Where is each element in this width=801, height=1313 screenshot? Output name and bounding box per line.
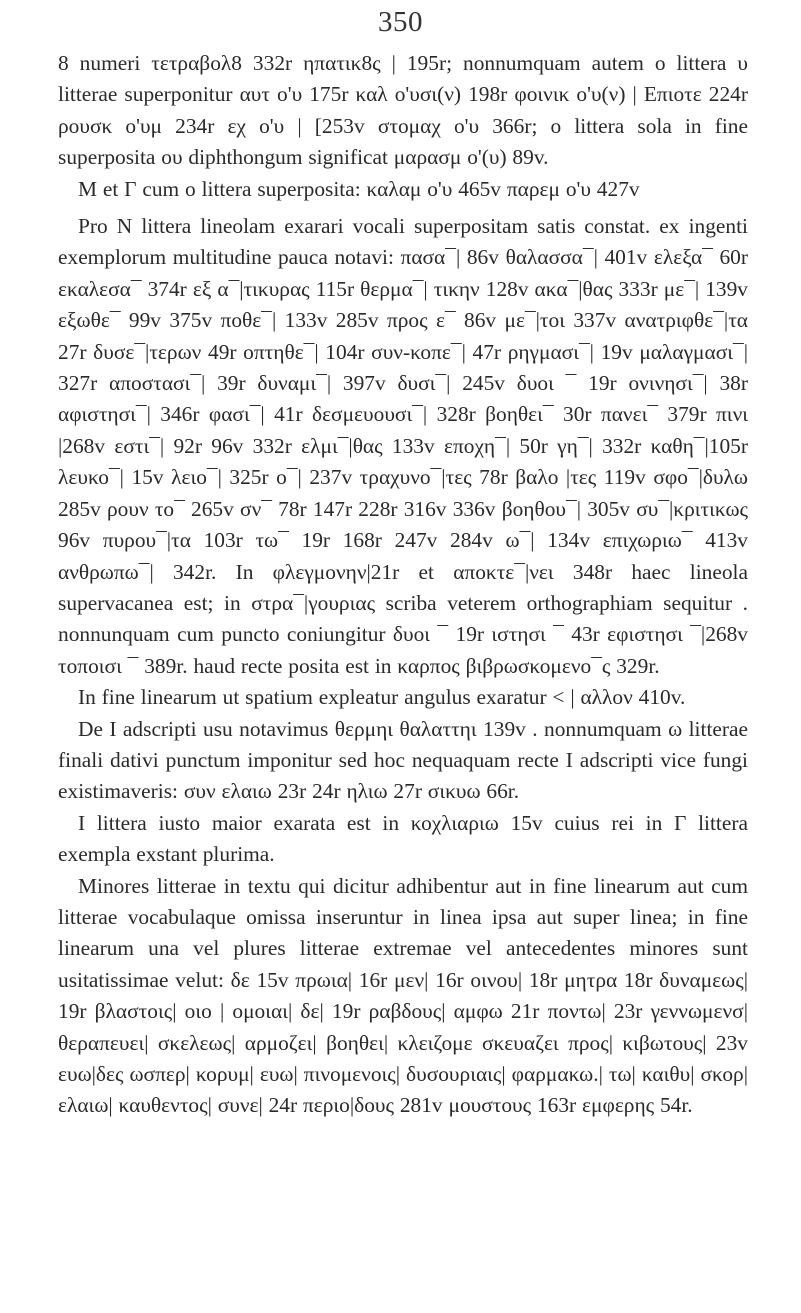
paragraph-pro-n: Pro N littera lineolam exarari vocali superpositam satis constat. ex ingenti exemplorum multitudine pauca notavi: πασα¯| 86v θαλασσα¯| 401v ελεξα¯ 60r εκαλεσα¯ 374r εξ α¯|τικυρας 115r θερμα¯| τικην 128v ακα¯|θας 333r με¯| 139v εξωθε¯ 99v 375v ποθε¯| 133v 285v προς ε¯ 86v με¯|τοι 337v ανατριφθε¯|τα 27r δυσε¯|τερων 49r οπτηθε¯| 104r συν-κοπε¯| 47r ρηγμασι¯| 19v μαλαγμασι¯| 327r αποστασι¯| 39r δυναμι¯| 397v δυσι¯| 245v δυοι ¯ 19r ονινησι¯| 38r αφιστησι¯| 346r φασι¯| 41r δεσμευουσι¯| 328r βοηθει¯ 30r πανει¯ 379r πινι |268v εστι¯| 92r 96v 332r ελμι¯|θας 133v εποχη¯| 50r γη¯| 332r καθη¯|105r λευκο¯| 15v λειο¯| 325r ο¯| 237v τραχυνο¯|τες 78r βαλο |τες 119v σφο¯|δυλω 285v ρουν το¯ 265v σν¯ 78r 147r 228r 316v 336v βοηθου¯| 305v συ¯|κριτικως 96v πυρου¯|τα 103r τω¯ 19r 168r 247v 284v ω¯| 134v επιχωριω¯ 413v ανθρωπω¯| 342r. In φλεγμονην|21r et αποκτε¯|νει 348r haec lineola supervacanea est; in στρα¯|γουριας scriba veterem orthographiam sequitur . nonnunquam cum puncto coniungitur δυοι ¯ 19r ιστησι ¯ 43r εφιστησι ¯|268v τοποισι ¯ 389r. haud recte posita est in καρπος βιβρωσκομενο¯ς 329r. [58,214,748,678]
body-text [58,48,748,1122]
paragraph-in-fine: In fine linearum ut spatium expleatur angulus exaratur < | αλλον 410v. [78,685,686,710]
page-number: 350 [378,6,423,38]
paragraph-i-adscripti: De I adscripti usu notavimus θερμηι θαλαττηι 139v . nonnumquam ω litterae finali dativi punctum imponitur sed hoc nequaquam recte I adscripti vice fungi existimaveris: συν ελαιω 23r 24r ηλιω 27r σικυω 66r. [58,716,748,804]
paragraph-i-littera: I littera iusto maior exarata est in κοχλιαριω 15v cuius rei in Γ littera exempla exstant plurima. [58,810,748,867]
paragraph-minores: Minores litterae in textu qui dicitur adhibentur aut in fine linearum aut cum litterae vocabulaque omissa inseruntur in linea ipsa aut super linea; in fine linearum una vel plures litterae extremae vel antecedentes minores sunt usitatissimae velut: δε 15v πρωια| 16r μεν| 16r οινου| 18r μητρα 18r δυναμεως| 19r βλαστοις| οιο | ομοιαι| δε| 19r ραβδους| αμφω 21r ποντω| 23r γεννωμενσ| θεραπευει| σκελεως| αρμοζει| βοηθει| κλειζομε σκευαζει προς| κιβωτους| 23v ευω|δες ωσπερ| κορυμ| ευω| πινομενοις| δυσουριαις| φαρμακω.| τω| καιθυ| σκορ| ελαιω| καυθεντος| συνε| 24r περιο|δους 281v μουστους 163r εμφερης 54r. [58,873,748,1118]
paragraph-m-gamma: M et Γ cum o littera superposita: καλαμ ο'υ 465v παρεμ ο'υ 427v [78,176,640,201]
paragraph-numeri: 8 numeri τετραβολ8 332r ηπατικ8ς | 195r; nonnumquam autem o littera υ litterae superponitur αυτ ο'υ 175r καλ ο'υσι(ν) 198r φοινικ ο'υ(ν) | Επιοτε 224r ρουσκ ο'υμ 234r εχ ο'υ | [253v στομαχ ο'υ 366r; o littera sola in fine superposita ου diphthongum significat μαρασμ ο'(υ) 89v. [58,51,748,170]
